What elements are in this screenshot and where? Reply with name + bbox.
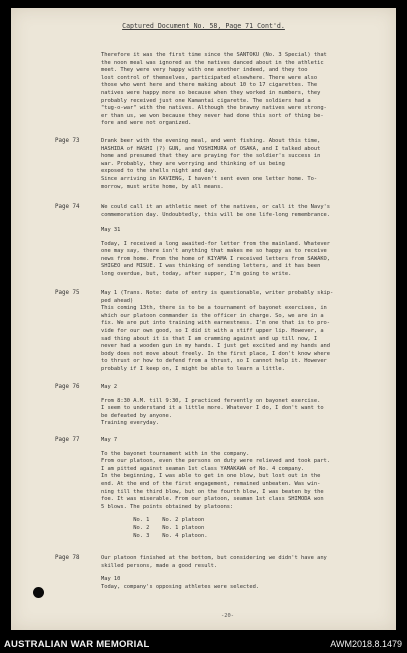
text-line: to thrust or how to defend from a thrust, so I cannot help it. However [101, 358, 327, 365]
page-reference-label: Page 78 [55, 555, 80, 561]
punch-hole [33, 587, 44, 598]
text-line: war. Probably, they are worrying and thinking of us being [101, 160, 285, 167]
text-line: probably if I keep on, I might be able to learn a little. [101, 365, 285, 372]
text-line: "tug-o-war" with the natives. Although the brawny natives were strong- [101, 105, 327, 112]
text-line: news from home. From the home of KIYAMA I received letters from SAWAKO, [101, 255, 331, 262]
document-header: Captured Document No. 58, Page 71 Cont'd. [122, 22, 285, 30]
text-line: end. At the end of the first engagement, remained unbeaten. Was win- [101, 480, 321, 487]
text-line: sad thing about it is that I am cramming against and up till now, I [101, 335, 318, 342]
text-line: Therefore it was the first time since the SANTOKU (No. 3 Special) that [101, 52, 327, 58]
text-line: the noon meal was ignored as the natives danced about in the athletic [101, 59, 324, 66]
text-line: From our platoon, even the persons on duty were relieved and took part. [101, 458, 331, 465]
text-block [101, 52, 385, 128]
text-block [101, 204, 385, 219]
text-line: foe. It was miserable. From our platoon, seaman 1st class SHIMODA won [101, 496, 324, 503]
text-block [101, 555, 385, 591]
text-line: fix. We are put into training with earnestness. I'm one that is to pro- [101, 320, 331, 327]
text-line: commemoration day. Undoubtedly, this will be one life-long remembrance. [101, 211, 331, 218]
text-line: Drank beer with the evening meal, and went fishing. About this time, [101, 138, 321, 144]
text-line: In the beginning, I was able to get in one blow, but lost out in the [101, 473, 321, 480]
text-line: ning till the third blow, but on the fourth blow, I was beaten by the [101, 488, 324, 495]
text-block [101, 290, 385, 374]
text-line: probably received just one Kamantai cigarette. The soldiers had a [101, 97, 311, 104]
text-line: be defeated by anyone. [101, 412, 172, 419]
page-reference-label: Page 76 [55, 384, 80, 390]
text-block [101, 437, 385, 540]
text-line: HASHIDA of HASHI (?) GUN, and YOSHIMURA of OSAKA, and I talked about [101, 145, 321, 152]
page-number: -20- [221, 613, 234, 619]
text-line: Today, I received a long awaited-for letter from the mainland. Whatever [101, 240, 331, 247]
text-line: No. 2 No. 1 platoon [101, 524, 205, 531]
page-reference-label: Page 74 [55, 204, 80, 210]
text-line: We could call it an athletic meet of the natives, or call it the Navy's [101, 204, 331, 210]
text-line: those who went here and there making about 10 to 17 cigarettes. The [101, 82, 318, 89]
text-line: natives were happy more so because when they worked in numbers, they [101, 89, 321, 96]
text-line: lost control of themselves, participated elsewhere. There were also [101, 74, 318, 81]
text-line: SHIGEO and MISUE. I was thinking of sending letters, and it has been [101, 263, 321, 270]
footer-institution: AUSTRALIAN WAR MEMORIAL [4, 639, 150, 650]
text-line: To the bayonet tournament with in the company. [101, 450, 250, 457]
text-line: No. 3 No. 4 platoon. [101, 532, 208, 539]
text-line: 5 blows. The points obtained by platoons: [101, 503, 234, 510]
text-line: I seem to understand it a little more. Whatever I do, I don't want to [101, 405, 324, 412]
text-line: May 10 [101, 576, 121, 583]
text-line: morrow, must write home, by all means. [101, 183, 224, 190]
text-line: never had a wooden gun in my hands. I just get excited and my hands and [101, 343, 331, 350]
text-line: meet. They were very happy with one another indeed, and they too [101, 67, 308, 74]
text-block [101, 227, 385, 279]
text-line: May 1 (Trans. Note: date of entry is questionable, writer probably skip- [101, 290, 334, 296]
text-line: ped ahead) [101, 297, 134, 304]
text-line: home and presumed that they are praying for the soldier's success in [101, 153, 321, 160]
text-line: May 2 [101, 384, 118, 390]
text-line: Since arriving in KAVIENG, I haven't sent even one letter home. To- [101, 175, 318, 182]
text-line: From 8:30 A.M. till 9:30, I practiced fervently on bayonet exercise. [101, 397, 321, 404]
text-line: long overdue, but, today, after supper, I'm going to write. [101, 270, 292, 277]
page-reference-label: Page 75 [55, 290, 80, 296]
text-line: skilled persons, made a good result. [101, 562, 218, 569]
document-page [11, 8, 396, 630]
text-line: Today, company's opposing athletes were selected. [101, 583, 260, 590]
text-line: May 7 [101, 437, 118, 443]
text-line: body does not move about freely. In the first place, I don't know where [101, 350, 331, 357]
text-block [101, 384, 385, 428]
text-line: May 31 [101, 227, 121, 233]
text-line: one may say, there isn't anything that makes me so happy as to receive [101, 248, 327, 255]
text-line: exposed to the shells night and day. [101, 168, 218, 175]
text-line: Our platoon finished at the bottom, but considering we didn't have any [101, 555, 327, 561]
text-line: Training everyday. [101, 420, 160, 427]
page-reference-label: Page 77 [55, 437, 80, 443]
text-line: er than us, we won because they never had done this sort of thing be- [101, 112, 324, 119]
text-line: vide for our own good, so I did it with a stiff upper lip. However, a [101, 327, 324, 334]
footer-accession: AWM2018.8.1479 [330, 639, 402, 649]
text-block [101, 138, 385, 191]
text-line: fore and were not organized. [101, 120, 192, 127]
text-line: No. 1 No. 2 platoon [101, 517, 205, 524]
text-line: This coming 13th, there is to be a tournament of bayonet exercises, in [101, 305, 327, 312]
text-line: which our platoon commander is the officer in charge. So, we are in a [101, 312, 324, 319]
page-reference-label: Page 73 [55, 138, 80, 144]
text-line: I am pitted against seaman 1st class YAMAKAWA of No. 4 company. [101, 465, 305, 472]
